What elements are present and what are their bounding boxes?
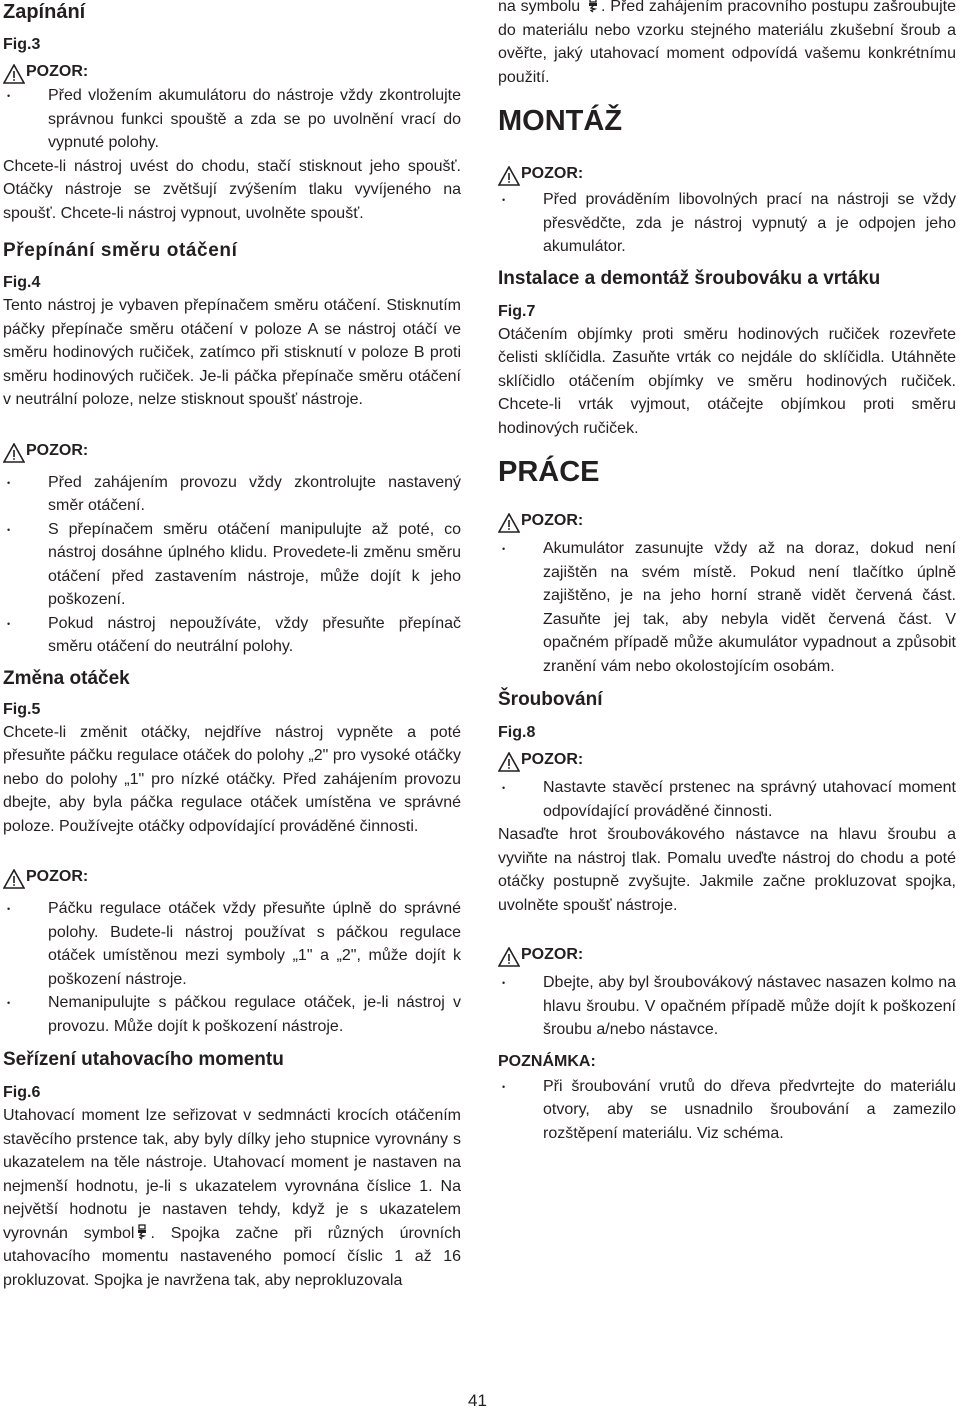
caution-heading: POZOR: bbox=[498, 162, 956, 186]
list-item: • Dbejte, aby byl šroubovákový nástavec nasazen kolmo na hlavu šroubu. V opačném případě může dojít k poškození šroubu a/nebo nástavce. bbox=[498, 971, 956, 1042]
warning-triangle-icon bbox=[3, 869, 25, 889]
warning-triangle-icon bbox=[498, 513, 520, 533]
caution-heading: POZOR: bbox=[498, 748, 956, 772]
caution-list bbox=[498, 776, 956, 823]
caution-list bbox=[498, 537, 956, 678]
paragraph: Chcete-li změnit otáčky, nejdříve nástroj vypněte a poté přesuňte páčku regulace otáček do polohy „2" pro vysoké otáčky nebo do polohy „1" pro nízké otáčky. Před zahájením provozu dbejte, aby byla páčka regulace otáček umístěna ve správné poloze. Používejte otáčky odpovídající prováděné činnosti. bbox=[3, 723, 461, 835]
section-title-zapinani: Zapínání bbox=[3, 1, 86, 23]
caution-list bbox=[498, 188, 956, 259]
list-item: • S přepínačem směru otáčení manipulujte až poté, co nástroj dosáhne úplného klidu. Provedete-li změnu směru otáčení před zastavením nástroje, může dojít k jeho poškození. bbox=[3, 518, 461, 612]
caution-heading: POZOR: bbox=[3, 439, 461, 463]
section-heading-prepinani: Přepínání směru otáčení bbox=[3, 240, 238, 261]
caution-heading: POZOR: bbox=[498, 509, 956, 533]
warning-triangle-icon bbox=[3, 443, 25, 463]
paragraph: Otáčením objímky proti směru hodinových ručiček rozevřete čelisti sklíčidla. Zasuňte vrták co nejdále do sklíčidla. Utáhněte sklíčidlo otáčením objímky ve směru hodinových ručiček. Chcete-li vrták vyjmout, otáčejte objímkou proti směru hodinových ručiček. bbox=[498, 325, 956, 437]
warning-triangle-icon bbox=[498, 947, 520, 967]
paragraph: Utahovací moment lze seřizovat v sedmnácti krocích otáčením stavěcího prstence tak, aby byly dílky jeho stupnice vyrovnány s ukazatelem na těle nástroje. Utahovací moment je nastaven na nejmenší hodnotu, je-li s ukazatelem vyrovnána číslice 1. Na největší hodnotu je nastaven tehdy, když je s ukazatelem vyrovnán symbol . Spojka začne při různých úrovních utahovacího momentu nastaveného pomocí číslic 1 až 16 prokluzovat. Spojka je navržena tak, aby neprokluzovala bbox=[3, 1107, 461, 1289]
right-column bbox=[498, 0, 956, 1145]
list-item: • Před zahájením provozu vždy zkontrolujte nastavený směr otáčení. bbox=[3, 471, 461, 518]
caution-list bbox=[3, 84, 461, 155]
caution-list bbox=[498, 971, 956, 1042]
list-item: • Při šroubování vrutů do dřeva předvrtejte do materiálu otvory, aby se usnadnilo šroubování a zamezilo rozštěpení materiálu. Viz schéma. bbox=[498, 1075, 956, 1146]
list-item: • Páčku regulace otáček vždy přesuňte úplně do správné polohy. Budete-li nástroj používat s páčkou regulace otáček umístěnou mezi symboly „1" a „2", může dojít k poškození nástroje. bbox=[3, 897, 461, 991]
section-title-prace: PRÁCE bbox=[498, 456, 600, 488]
paragraph: na symbolu . Před zahájením pracovního postupu zašroubujte do materiálu nebo vzorku stejného materiálu zkušební šroub a ověřte, jaký utahovací moment odpovídá vašemu konkrétnímu použití. bbox=[498, 0, 956, 89]
page-number: 41 bbox=[468, 1391, 487, 1410]
list-item: • Nastavte stavěcí prstenec na správný utahovací moment odpovídající prováděné činnosti. bbox=[498, 776, 956, 823]
fig-label: Fig.8 bbox=[498, 724, 536, 741]
list-item: • Pokud nástroj nepoužíváte, vždy přesuňte přepínač směru otáčení do neutrální polohy. bbox=[3, 612, 461, 659]
note-heading: POZNÁMKA: bbox=[498, 1052, 596, 1070]
fig-label: Fig.4 bbox=[3, 274, 41, 291]
warning-triangle-icon bbox=[498, 166, 520, 186]
drill-mode-icon bbox=[587, 0, 599, 13]
paragraph: Nasaďte hrot šroubovákového nástavce na hlavu šroubu a vyviňte na nástroj tlak. Pomalu uveďte nástroj do chodu a poté otáčky postupně zvyšujte. Jakmile začne prokluzovat spojka, uvolněte spoušť nástroje. bbox=[498, 826, 956, 914]
note-list bbox=[498, 1075, 956, 1146]
warning-triangle-icon bbox=[498, 752, 520, 772]
fig-label: Fig.5 bbox=[3, 700, 41, 718]
fig-label: Fig.7 bbox=[498, 302, 536, 320]
section-heading-zmena: Změna otáček bbox=[3, 667, 130, 689]
paragraph: Tento nástroj je vybaven přepínačem směru otáčení. Stisknutím páčky přepínače směru otáčení v poloze A se nástroj otáčí ve směru hodinových ručiček, zatímco při stisknutí v poloze B proti směru hodinových ručiček. Je-li páčka přepínače směru otáčení v neutrální poloze, nelze stisknout spoušť nástroje. bbox=[3, 297, 461, 408]
list-item: • Nemanipulujte s páčkou regulace otáček, je-li nástroj v provozu. Může dojít k poškození nástroje. bbox=[3, 991, 461, 1038]
paragraph: Chcete-li nástroj uvést do chodu, stačí stisknout jeho spoušť. Otáčky nástroje se zvětšují zvýšením tlaku vyvíjeného na spoušť. Chcete-li nástroj vypnout, uvolněte spoušť. bbox=[3, 157, 461, 222]
fig-label: Fig.6 bbox=[3, 1084, 41, 1101]
list-item: • Před prováděním libovolných prací na nástroji se vždy přesvědčte, zda je nástroj vypnutý a je odpojen jeho akumulátor. bbox=[498, 188, 956, 259]
caution-list bbox=[3, 897, 461, 1038]
section-heading-instalace: Instalace a demontáž šroubováku a vrtáku bbox=[498, 267, 881, 289]
drill-mode-icon bbox=[136, 1224, 148, 1240]
section-title-montaz: MONTÁŽ bbox=[498, 105, 623, 137]
caution-heading: POZOR: bbox=[498, 943, 956, 967]
warning-triangle-icon bbox=[3, 64, 25, 84]
list-item: • Akumulátor zasunujte vždy až na doraz, dokud není zajištěn na svém místě. Pokud není tlačítko úplně zajištěno, je na jeho horní straně vidět červená část. Zasuňte jej tak, aby nebyla vidět červená část. V opačném případě může akumulátor vypadnout a způsobit zranění vám nebo okolostojícím osobám. bbox=[498, 537, 956, 678]
caution-heading: POZOR: bbox=[3, 865, 461, 889]
caution-heading: POZOR: bbox=[3, 60, 461, 84]
left-column bbox=[3, 0, 461, 1292]
caution-list bbox=[3, 471, 461, 659]
list-item: • Před vložením akumulátoru do nástroje vždy zkontrolujte správnou funkci spouště a zda se po uvolnění vrací do vypnuté polohy. bbox=[3, 84, 461, 155]
section-heading-serizeni: Seřízení utahovacího momentu bbox=[3, 1049, 284, 1070]
fig-label: Fig.3 bbox=[3, 36, 41, 53]
section-heading-sroubovani: Šroubování bbox=[498, 689, 603, 710]
